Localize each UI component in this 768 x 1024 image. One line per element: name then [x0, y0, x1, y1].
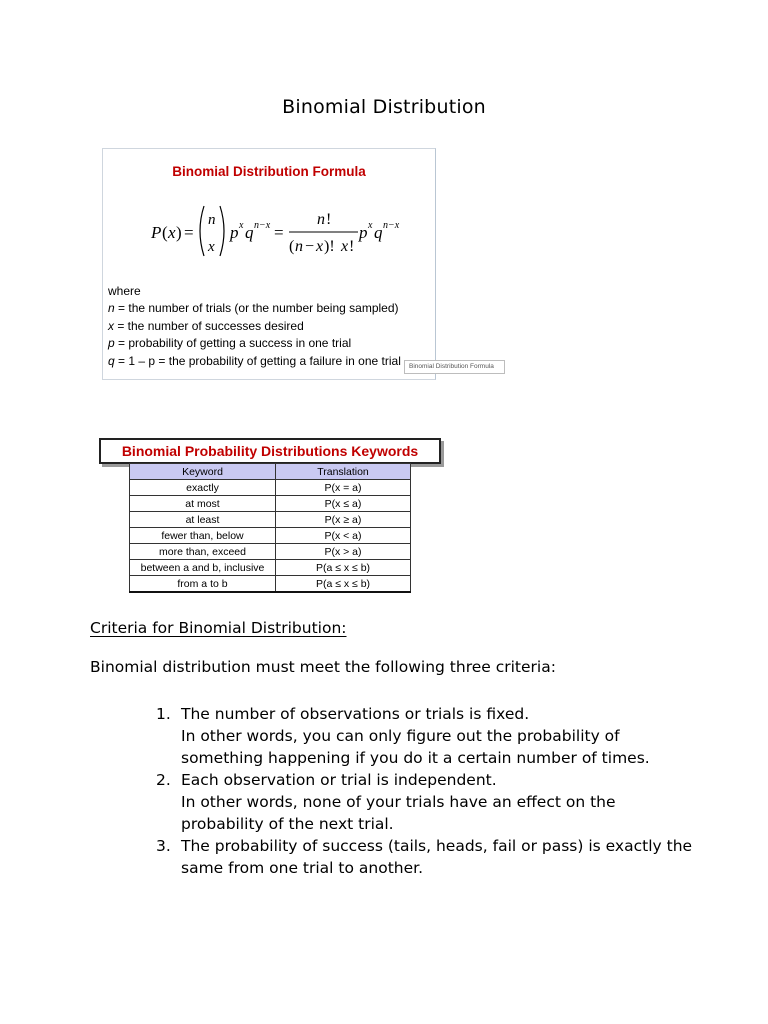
keyword-cell: exactly [130, 480, 276, 496]
keyword-cell: at most [130, 496, 276, 512]
list-item [156, 835, 696, 879]
binomial-formula-equation [103, 193, 437, 273]
svg-text:x: x [208, 239, 215, 255]
svg-text:)!: )! [324, 238, 335, 255]
svg-text:x: x [316, 238, 324, 255]
header-translation: Translation [276, 464, 411, 480]
svg-text:n−x: n−x [254, 220, 271, 231]
svg-text:n: n [317, 211, 325, 228]
list-number: 3. [156, 837, 171, 855]
keyword-cell: from a to b [130, 576, 276, 593]
keyword-cell: between a and b, inclusive [130, 560, 276, 576]
svg-text:x: x [368, 220, 373, 231]
criterion-lead: The number of observations or trials is fixed. [181, 705, 530, 723]
svg-text:!: ! [349, 238, 355, 255]
translation-cell: P(a ≤ x ≤ b) [276, 560, 411, 576]
criterion-text: In other words, none of your trials have an effect on the probability of the next trial. [181, 793, 616, 833]
svg-text:P: P [151, 223, 162, 242]
svg-text:q: q [245, 223, 254, 242]
criterion-lead-rest: independent. [388, 771, 497, 789]
criterion-bold-probability: probability of success [214, 837, 383, 855]
definition-q: q = 1 – p = the probability of getting a failure in one trial [108, 353, 401, 368]
table-row [130, 496, 411, 512]
translation-cell: P(x < a) [276, 528, 411, 544]
criterion-post: from one trial to another. [223, 859, 424, 877]
keywords-table-title: Binomial Probability Distributions Keywords [99, 438, 441, 464]
page-title: Binomial Distribution [282, 96, 486, 118]
svg-text:n: n [208, 212, 216, 228]
svg-text:p: p [359, 223, 368, 242]
translation-cell: P(x ≤ a) [276, 496, 411, 512]
svg-text:): ) [176, 223, 182, 242]
keyword-cell: fewer than, below [130, 528, 276, 544]
translation-cell: P(x = a) [276, 480, 411, 496]
svg-text:x: x [168, 223, 176, 242]
svg-text:q: q [374, 223, 383, 242]
svg-text:(: ( [162, 223, 168, 242]
table-row [130, 512, 411, 528]
formula-title: Binomial Distribution Formula [172, 164, 366, 179]
list-number: 2. [156, 771, 171, 789]
criterion-pre: The [181, 837, 215, 855]
svg-text:p: p [230, 223, 239, 242]
keywords-table [129, 463, 411, 593]
table-row [130, 560, 411, 576]
list-number: 1. [156, 705, 171, 723]
criteria-intro: Binomial distribution must meet the following three criteria: [90, 658, 556, 676]
svg-text:=: = [184, 223, 194, 242]
svg-text:x: x [341, 238, 349, 255]
svg-text:n−x: n−x [383, 220, 400, 231]
svg-text:n: n [295, 238, 303, 255]
formula-image-caption: Binomial Distribution Formula [404, 360, 505, 374]
table-row [130, 480, 411, 496]
criteria-list [156, 703, 696, 879]
criterion-mid: (tails, heads, fail or pass) is [382, 837, 606, 855]
list-item [156, 703, 696, 769]
criterion-text: In other words, you can only figure out the probability of something happening if you do it a certain number of times. [181, 727, 650, 767]
translation-cell: P(x ≥ a) [276, 512, 411, 528]
where-label: where [108, 284, 141, 298]
translation-cell: P(a ≤ x ≤ b) [276, 576, 411, 593]
svg-text:−: − [305, 238, 315, 255]
list-item [156, 769, 696, 835]
formula-definitions [108, 283, 401, 370]
table-row [130, 528, 411, 544]
table-row [130, 576, 411, 593]
svg-text:x: x [239, 220, 244, 231]
svg-text:(: ( [289, 238, 295, 255]
table-row [130, 544, 411, 560]
definition-p: p = probability of getting a success in one trial [108, 336, 352, 351]
header-keyword: Keyword [130, 464, 276, 480]
svg-text:=: = [274, 223, 284, 242]
definition-x: x = the number of successes desired [108, 318, 304, 333]
criteria-heading: Criteria for Binomial Distribution: [90, 619, 347, 637]
keyword-cell: at least [130, 512, 276, 528]
keyword-cell: more than, exceed [130, 544, 276, 560]
keywords-table-header [130, 464, 411, 480]
formula-image [102, 148, 436, 380]
definition-n: n = the number of trials (or the number being sampled) [108, 301, 399, 316]
criterion-bold-same: exactly the same [181, 837, 693, 877]
translation-cell: P(x > a) [276, 544, 411, 560]
svg-text:!: ! [326, 211, 332, 228]
criterion-lead: Each observation or trial is [181, 771, 389, 789]
